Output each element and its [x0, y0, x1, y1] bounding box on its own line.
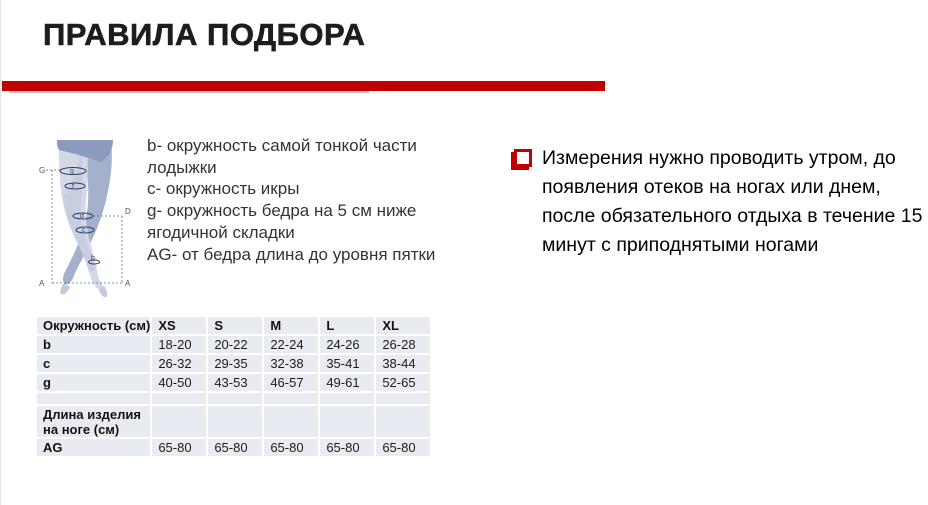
label-f: f	[72, 183, 74, 190]
label-g: g	[70, 168, 74, 175]
cell: 65-80	[264, 439, 318, 456]
cell: 52-65	[376, 374, 430, 391]
row-label: c	[37, 355, 150, 372]
cell	[208, 393, 262, 404]
row-label	[37, 393, 150, 404]
cell: 40-50	[152, 374, 206, 391]
col-header-s: S	[208, 317, 262, 334]
cell: 35-41	[320, 355, 374, 372]
table-row-length-label	[37, 406, 430, 437]
cell: 46-57	[264, 374, 318, 391]
cell: 18-20	[152, 336, 206, 353]
row-label: AG	[37, 439, 150, 456]
col-header-xs: XS	[152, 317, 206, 334]
cell: 65-80	[152, 439, 206, 456]
cell	[208, 406, 262, 437]
label-D: D	[125, 207, 131, 216]
page-title: ПРАВИЛА ПОДБОРА	[43, 17, 366, 52]
legs-illustration	[37, 126, 149, 300]
row-label: g	[37, 374, 150, 391]
cell	[264, 393, 318, 404]
cell: 49-61	[320, 374, 374, 391]
label-b: b	[91, 255, 95, 262]
title-accent-bar-shadow	[9, 91, 369, 93]
title-accent-bar	[2, 81, 605, 91]
table-row-c	[37, 355, 430, 372]
table-header-row	[37, 317, 430, 334]
note-b: b- окружность самой тонкой части лодыжки	[147, 136, 417, 177]
left-foot-shape	[60, 283, 70, 295]
table-row-g	[37, 374, 430, 391]
cell: 26-28	[376, 336, 430, 353]
cell: 65-80	[208, 439, 262, 456]
cell: 24-26	[320, 336, 374, 353]
label-A-left: A	[39, 279, 45, 288]
cell	[152, 406, 206, 437]
measurement-notes	[147, 135, 465, 265]
measurement-timing-note	[511, 144, 928, 260]
size-table	[35, 315, 432, 458]
table-row-b	[37, 336, 430, 353]
leg-measurement-diagram	[37, 126, 149, 300]
label-d: d	[80, 213, 84, 220]
cell	[320, 393, 374, 404]
col-header-circumference: Окружность (см)	[37, 317, 150, 334]
label-G: G	[39, 166, 46, 175]
cell: 32-38	[264, 355, 318, 372]
cell: 65-80	[376, 439, 430, 456]
label-A-right: A	[125, 279, 131, 288]
cell: 29-35	[208, 355, 262, 372]
row-label: Длина изделия на ноге (см)	[37, 406, 150, 437]
note-g: g- окружность бедра на 5 см ниже ягодичной складки	[147, 201, 417, 242]
col-header-m: M	[264, 317, 318, 334]
cell: 20-22	[208, 336, 262, 353]
cell: 22-24	[264, 336, 318, 353]
cell	[376, 393, 430, 404]
cell: 26-32	[152, 355, 206, 372]
cell	[264, 406, 318, 437]
note-c: c- окружность икры	[147, 179, 300, 199]
cell	[152, 393, 206, 404]
bullet-text: Измерения нужно проводить утром, до появления отеков на ногах или днем, после обязательного отдыха в течение 15 минут с приподнятыми ногами	[542, 147, 923, 256]
cell: 65-80	[320, 439, 374, 456]
note-ag: AG- от бедра длина до уровня пятки	[147, 244, 436, 264]
cell: 43-53	[208, 374, 262, 391]
label-c: c	[82, 227, 86, 234]
checkbox-bullet-icon	[514, 149, 532, 167]
row-label: b	[37, 336, 150, 353]
table-row-ag	[37, 439, 430, 456]
table-row-spacer	[37, 393, 430, 404]
col-header-xl: XL	[376, 317, 430, 334]
cell	[376, 406, 430, 437]
col-header-l: L	[320, 317, 374, 334]
cell	[320, 406, 374, 437]
cell: 38-44	[376, 355, 430, 372]
